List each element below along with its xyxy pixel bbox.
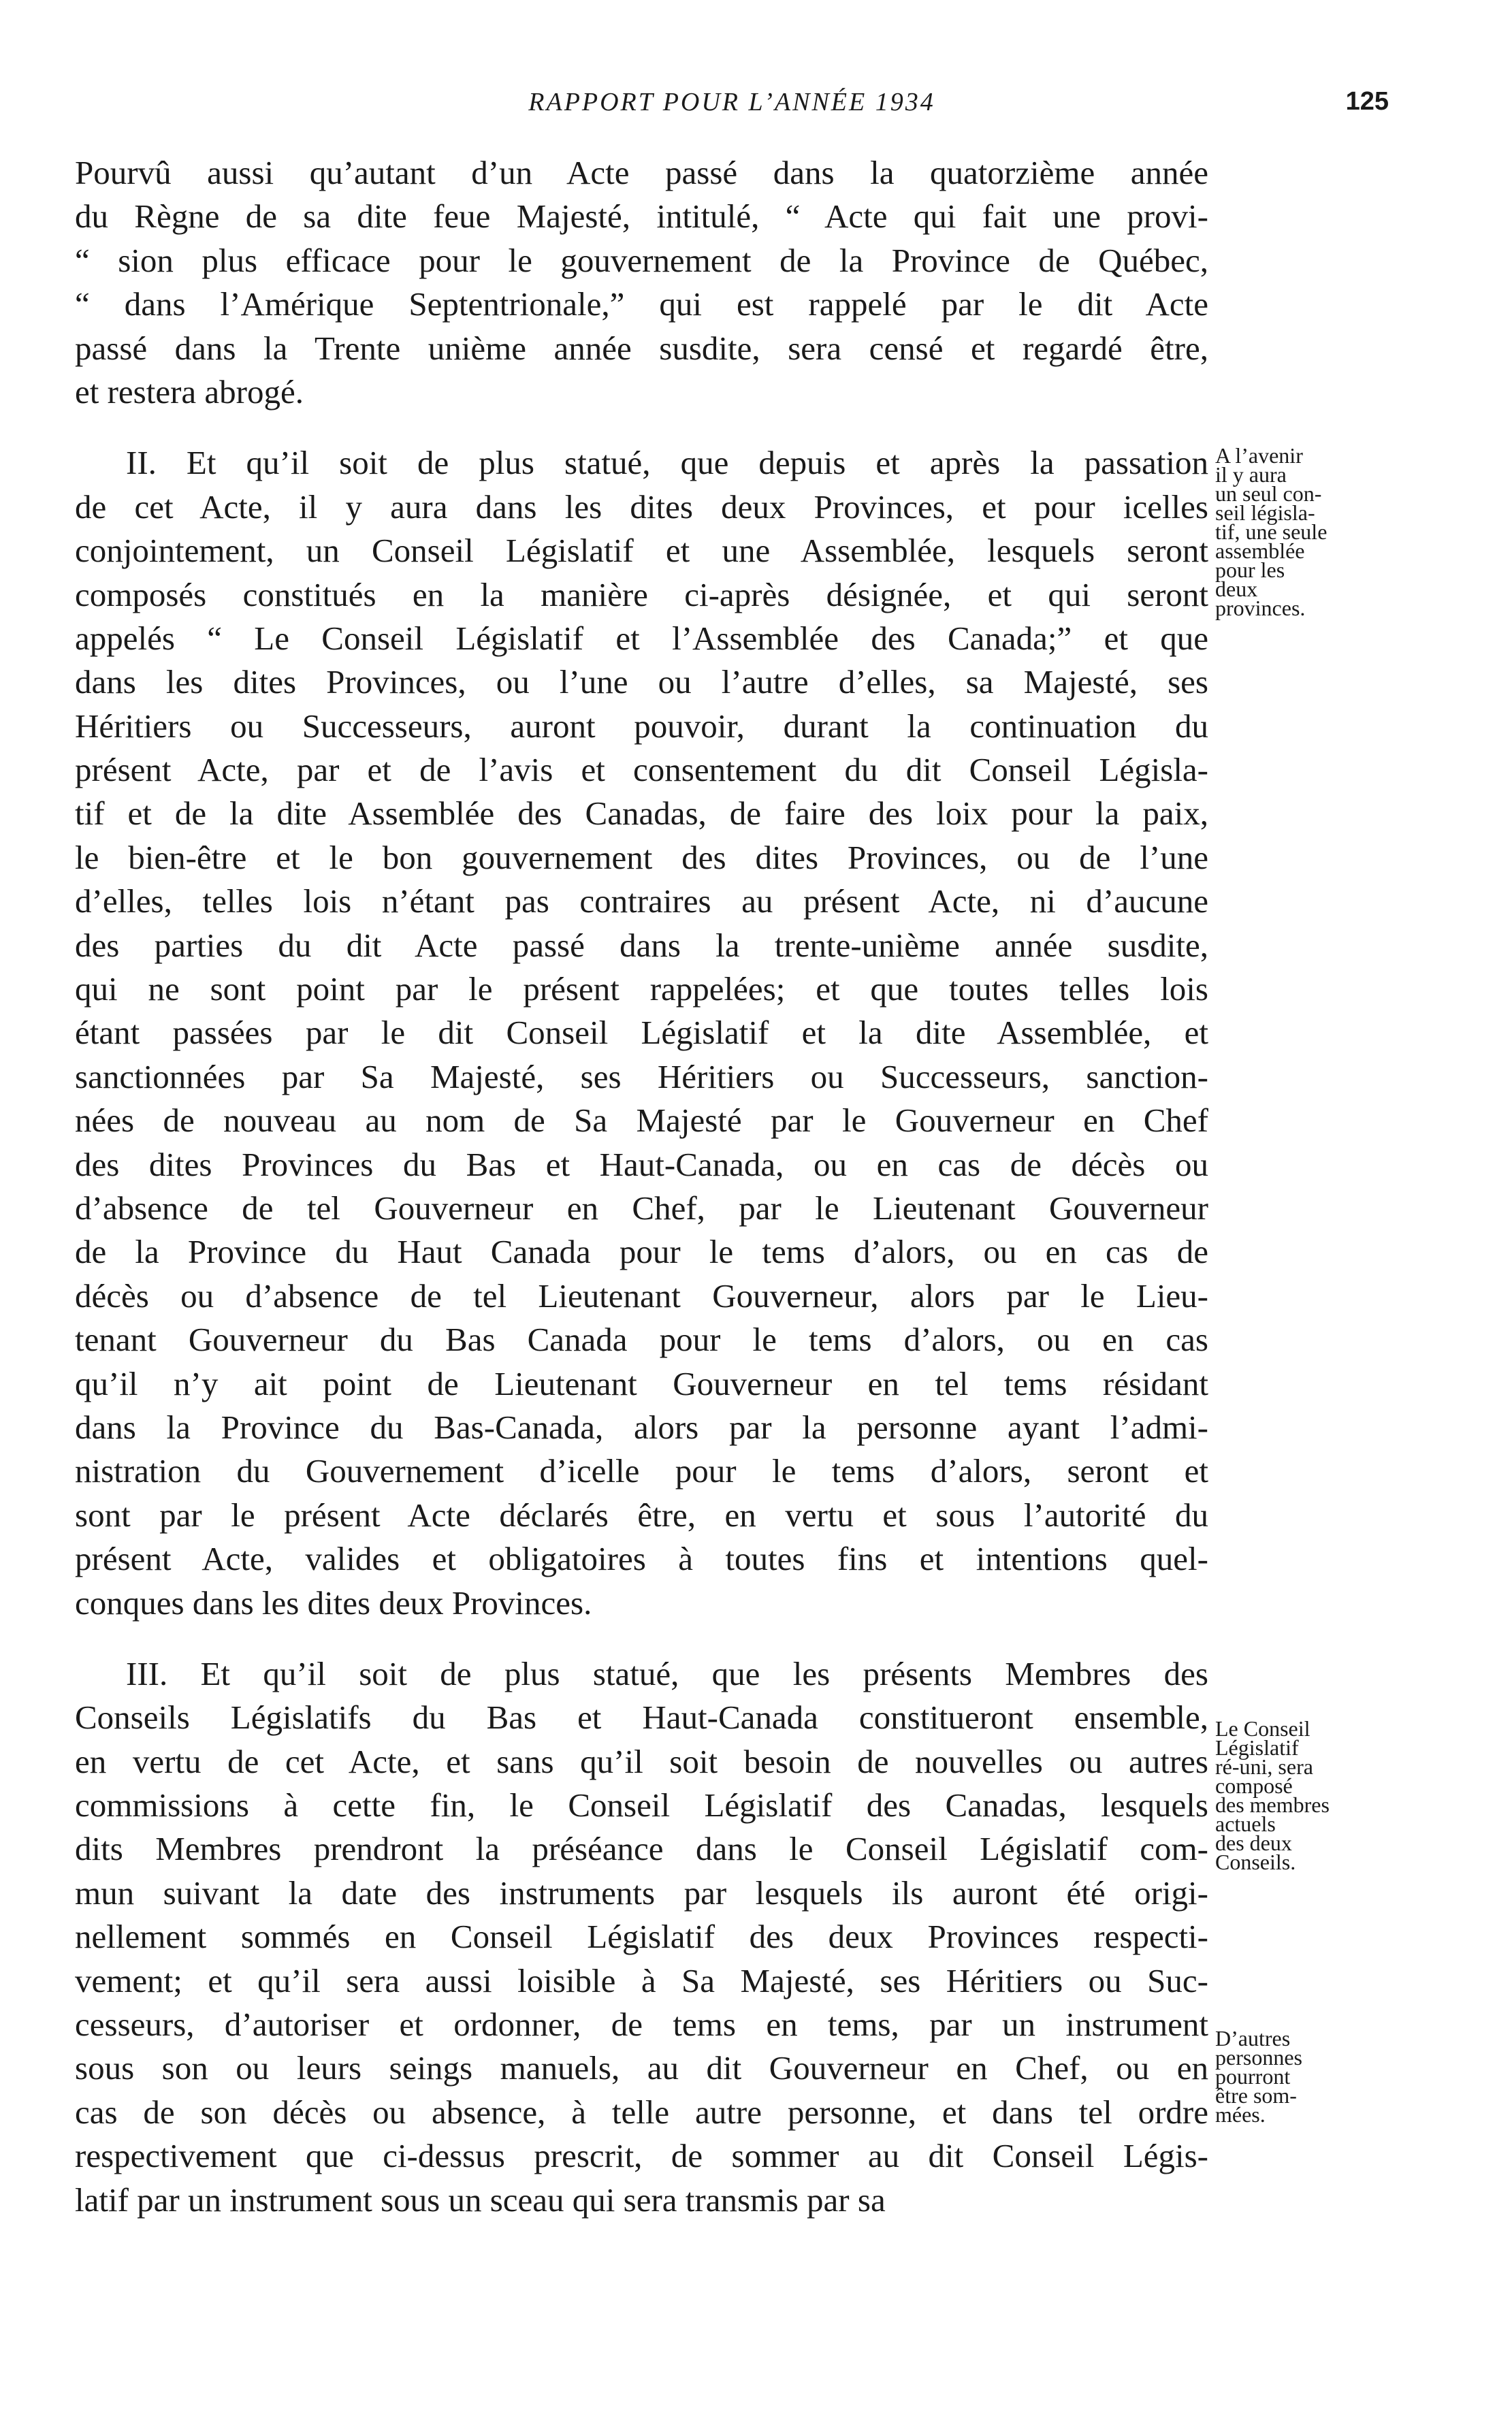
- text-line: Conseils Législatifs du Bas et Haut-Canada constitueront ensemble,: [75, 1699, 1208, 1737]
- text-line: respectivement que ci-dessus prescrit, de sommer au dit Conseil Légis-: [75, 2137, 1208, 2175]
- paragraph-section-iii: [75, 1652, 1208, 2222]
- text-line: sous son ou leurs seings manuels, au dit Gouverneur en Chef, ou en: [75, 2049, 1208, 2087]
- text-line: tif et de la dite Assemblée des Canadas, de faire des loix pour la paix,: [75, 794, 1208, 833]
- text-line: Pourvû aussi qu’autant d’un Acte passé dans la quatorzième année: [75, 154, 1208, 191]
- text-line: étant passées par le dit Conseil Législatif et la dite Assemblée, et: [75, 1014, 1208, 1052]
- text-line: du Règne de sa dite feue Majesté, intitulé, “ Acte qui fait une provi-: [75, 197, 1208, 236]
- text-line: qui ne sont point par le présent rappelées; et que toutes telles lois: [75, 970, 1208, 1008]
- text-line: appelés “ Le Conseil Législatif et l’Assemblée des Canada;” et que: [75, 619, 1208, 657]
- text-line: de cet Acte, il y aura dans les dites deux Provinces, et pour icelles: [75, 487, 1208, 526]
- text-line: sanctionnées par Sa Majesté, ses Héritiers ou Successeurs, sanction-: [75, 1057, 1208, 1095]
- text-line: nées de nouveau au nom de Sa Majesté par le Gouverneur en Chef: [75, 1102, 1208, 1140]
- margin-note-line: des deux: [1215, 1831, 1292, 1855]
- text-line: cesseurs, d’autoriser et ordonner, de tems en tems, par un instrument: [75, 2006, 1208, 2044]
- margin-note-avenir: [1215, 443, 1392, 620]
- text-line: des dites Provinces du Bas et Haut-Canada, ou en cas de décès ou: [75, 1145, 1208, 1183]
- text-line: vement; et qu’il sera aussi loisible à Sa Majesté, ses Héritiers ou Suc-: [75, 1961, 1208, 1999]
- margin-note-line: composé: [1215, 1773, 1293, 1798]
- text-line: et restera abrogé.: [75, 372, 304, 411]
- margin-note-line: actuels: [1215, 1812, 1276, 1836]
- text-line: nistration du Gouvernement d’icelle pour le tems d’alors, seront et: [75, 1452, 1208, 1490]
- margin-note-line: seil législa-: [1215, 500, 1315, 525]
- text-line: II. Et qu’il soit de plus statué, que depuis et après la passation: [126, 444, 1208, 482]
- text-line: conjointement, un Conseil Législatif et une Assemblée, lesquels seront: [75, 532, 1208, 570]
- margin-note-autres: [1215, 2026, 1392, 2127]
- text-line: de la Province du Haut Canada pour le tems d’alors, ou en cas de: [75, 1233, 1208, 1271]
- page-header: [75, 87, 1389, 128]
- text-line: le bien-être et le bon gouvernement des dites Provinces, ou de l’une: [75, 838, 1208, 876]
- margin-note-conseil: [1215, 1716, 1392, 1874]
- running-title: RAPPORT POUR L’ANNÉE 1934: [528, 88, 935, 116]
- margin-note-line: pour les: [1215, 558, 1285, 582]
- text-line: présent Acte, par et de l’avis et consentement du dit Conseil Législa-: [75, 751, 1208, 789]
- paragraph-continuation: [75, 151, 1208, 414]
- margin-note-line: D’autres: [1215, 2026, 1291, 2051]
- text-line: cas de son décès ou absence, à telle autre personne, et dans tel ordre: [75, 2093, 1208, 2131]
- text-line: dits Membres prendront la préséance dans le Conseil Législatif com-: [75, 1830, 1208, 1868]
- margin-note-line: des membres: [1215, 1792, 1330, 1817]
- margin-note-line: ré-uni, sera: [1215, 1754, 1313, 1779]
- margin-note-line: il y aura: [1215, 462, 1287, 487]
- text-line: qu’il n’y ait point de Lieutenant Gouverneur en tel tems résidant: [75, 1364, 1208, 1402]
- text-line: en vertu de cet Acte, et sans qu’il soit besoin de nouvelles ou autres: [75, 1742, 1208, 1780]
- text-line: décès ou d’absence de tel Lieutenant Gouverneur, alors par le Lieu-: [75, 1276, 1208, 1315]
- margin-note-line: Conseils.: [1215, 1850, 1296, 1874]
- text-line: latif par un instrument sous un sceau qui sera transmis par sa: [75, 2181, 886, 2219]
- text-line: dans les dites Provinces, ou l’une ou l’autre d’elles, sa Majesté, ses: [75, 663, 1208, 701]
- text-line: composés constitués en la manière ci-après désignée, et qui seront: [75, 575, 1208, 613]
- text-line: présent Acte, valides et obligatoires à toutes fins et intentions quel-: [75, 1540, 1208, 1578]
- margin-note-line: deux: [1215, 577, 1258, 601]
- text-line: d’elles, telles lois n’étant pas contraires au présent Acte, ni d’aucune: [75, 882, 1208, 920]
- margin-note-line: tif, une seule: [1215, 519, 1328, 544]
- margin-note-line: A l’avenir: [1215, 443, 1303, 468]
- text-line: Héritiers ou Successeurs, auront pouvoir, durant la continuation du: [75, 707, 1208, 745]
- text-line: conques dans les dites deux Provinces.: [75, 1583, 592, 1622]
- margin-note-line: pourront: [1215, 2064, 1291, 2089]
- page-number: 125: [1345, 87, 1389, 116]
- margin-note-line: être som-: [1215, 2083, 1297, 2108]
- margin-note-line: provinces.: [1215, 596, 1306, 620]
- margin-note-line: assemblée: [1215, 538, 1305, 563]
- text-line: mun suivant la date des instruments par lesquels ils auront été origi-: [75, 1874, 1208, 1912]
- text-line: dans la Province du Bas-Canada, alors par la personne ayant l’admi-: [75, 1408, 1208, 1446]
- text-line: nellement sommés en Conseil Législatif des deux Provinces respecti-: [75, 1918, 1208, 1956]
- text-line: d’absence de tel Gouverneur en Chef, par le Lieutenant Gouverneur: [75, 1189, 1208, 1227]
- text-line: commissions à cette fin, le Conseil Législatif des Canadas, lesquels: [75, 1786, 1208, 1824]
- text-line: tenant Gouverneur du Bas Canada pour le tems d’alors, ou en cas: [75, 1321, 1208, 1359]
- margin-note-line: mées.: [1215, 2102, 1266, 2127]
- paragraph-section-ii: [75, 441, 1208, 1625]
- margin-note-line: Le Conseil: [1215, 1716, 1310, 1741]
- margin-note-line: un seul con-: [1215, 481, 1322, 506]
- text-line: III. Et qu’il soit de plus statué, que les présents Membres des: [126, 1654, 1208, 1692]
- body-text: [75, 151, 1208, 2222]
- text-line: “ sion plus efficace pour le gouvernement de la Province de Québec,: [75, 241, 1208, 279]
- text-line: des parties du dit Acte passé dans la trente-unième année susdite,: [75, 926, 1208, 964]
- text-line: “ dans l’Amérique Septentrionale,” qui est rappelé par le dit Acte: [75, 285, 1208, 323]
- margin-note-line: Législatif: [1215, 1735, 1299, 1760]
- text-line: passé dans la Trente unième année susdite, sera censé et regardé être,: [75, 329, 1208, 367]
- margin-note-line: personnes: [1215, 2045, 1302, 2070]
- text-line: sont par le présent Acte déclarés être, en vertu et sous l’autorité du: [75, 1496, 1208, 1534]
